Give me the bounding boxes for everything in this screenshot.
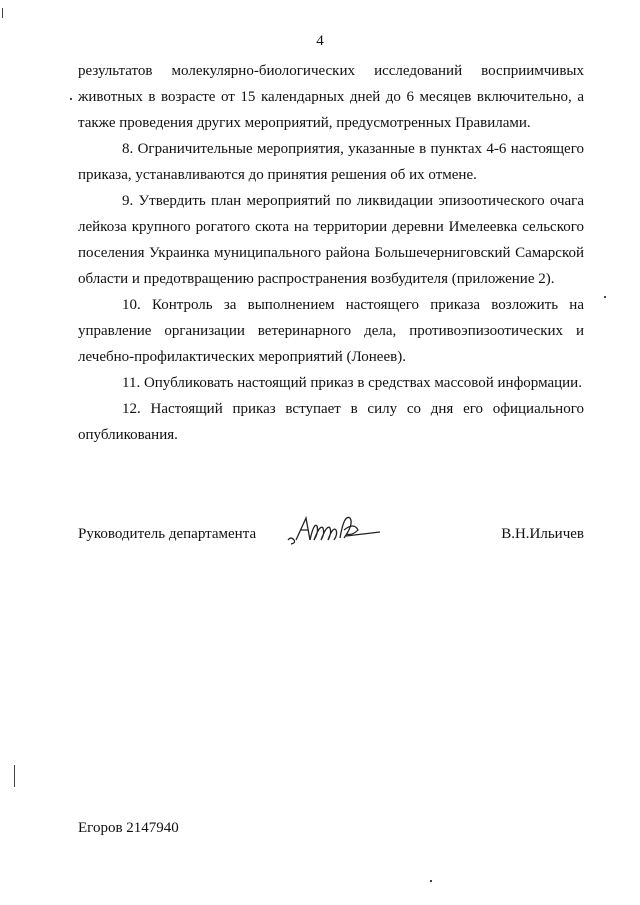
margin-mark-dot-left	[70, 98, 72, 100]
margin-mark-right	[604, 296, 606, 298]
executor-info: Егоров 2147940	[78, 820, 179, 836]
margin-mark-side	[14, 765, 15, 787]
paragraph-continuation: результатов молекулярно-биологических исследований восприимчивых животных в возрасте от 15 календарных дней до 6 месяцев включительно, а также проведения других мероприятий, предусмотренных Правилами.	[78, 63, 584, 131]
margin-mark-bottom	[430, 880, 432, 882]
signer-name: В.Н.Ильичев	[501, 526, 584, 542]
paragraph-9: 9. Утвердить план мероприятий по ликвидации эпизоотического очага лейкоза крупного рогатого скота на территории деревни Имелеевка сельского поселения Украинка муниципального района Большечерниговский Самарской области и предотвращению распространения возбудителя (приложение 2).	[78, 193, 584, 287]
paragraph-10: 10. Контроль за выполнением настоящего приказа возложить на управление организации ветеринарного дела, противоэпизоотических и лечебно-профилактических мероприятий (Лонеев).	[78, 297, 584, 365]
paragraph-12: 12. Настоящий приказ вступает в силу со дня его официального опубликования.	[78, 401, 584, 443]
signature-block	[78, 520, 584, 560]
signature-title: Руководитель департамента	[78, 526, 257, 542]
paragraph-11: 11. Опубликовать настоящий приказ в средствах массовой информации.	[122, 375, 582, 391]
document-body	[78, 58, 584, 448]
paragraph-8: 8. Ограничительные мероприятия, указанные в пунктах 4-6 настоящего приказа, устанавливаются до принятия решения об их отмене.	[78, 141, 584, 183]
margin-mark-top	[2, 8, 3, 18]
page-number: 4	[316, 33, 324, 49]
handwritten-signature-icon	[284, 510, 384, 550]
